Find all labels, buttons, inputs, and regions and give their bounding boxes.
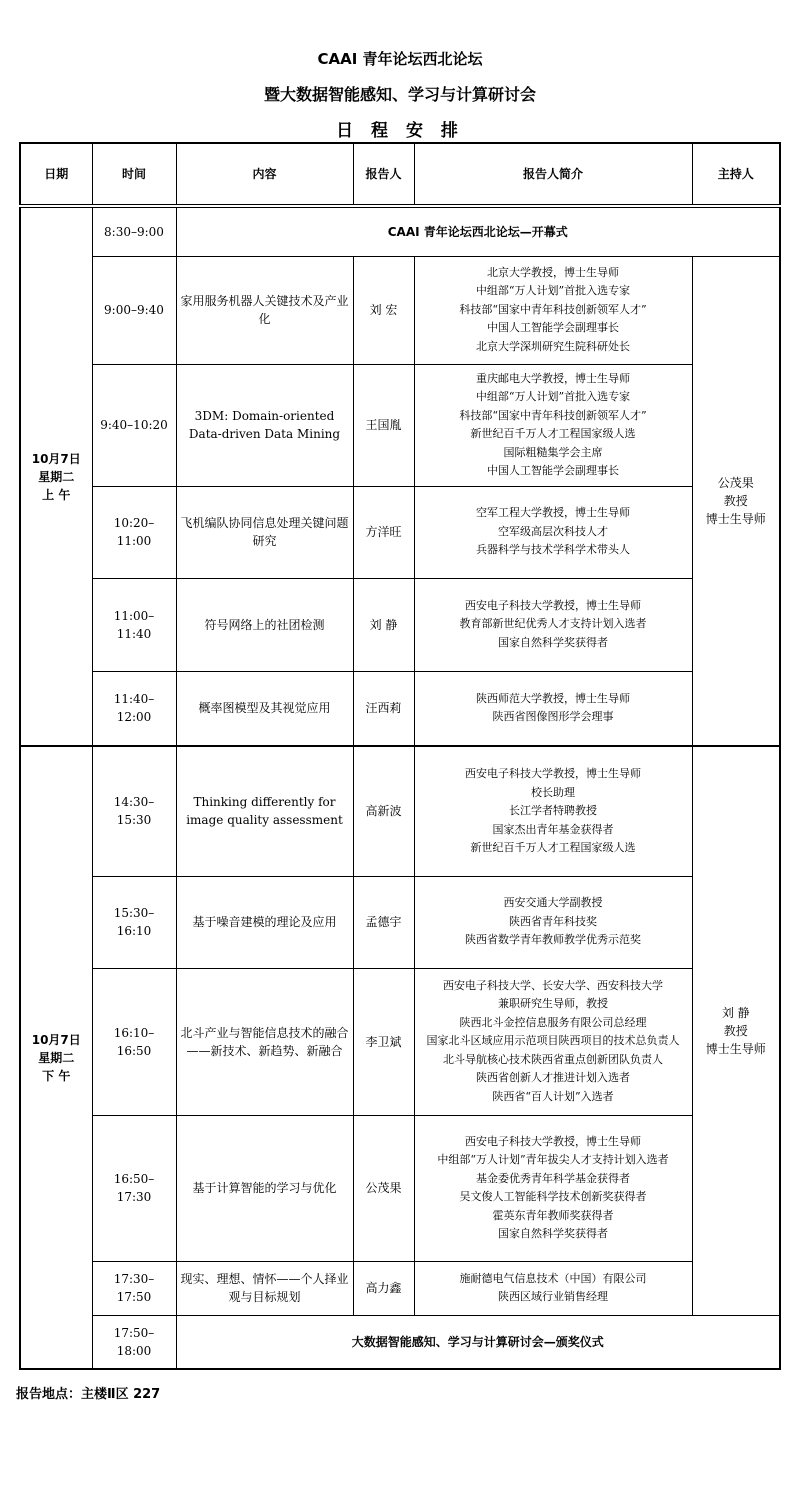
header-speaker: 报告人	[353, 143, 414, 206]
title-line-3: 日 程 安 排	[336, 121, 464, 141]
time-cell: 9:40–10:20	[92, 364, 176, 486]
header-host: 主持人	[692, 143, 780, 206]
intro-line: 国家自然科学奖获得者	[498, 635, 608, 649]
intro-line: 基金委优秀青年科学基金获得者	[476, 1171, 630, 1185]
intro-cell	[414, 876, 692, 968]
session-row	[20, 578, 780, 671]
title-line-2: 暨大数据智能感知、学习与计算研讨会	[263, 85, 536, 104]
venue-note: 报告地点：主楼Ⅱ区 227	[16, 1387, 161, 1402]
date-cell-afternoon	[20, 746, 92, 1369]
intro-line: 教育部新世纪优秀人才支持计划入选者	[459, 617, 647, 631]
title-line-1: CAAI 青年论坛西北论坛	[317, 50, 483, 68]
intro-line: 陕西省“百人计划”入选者	[492, 1089, 614, 1103]
intro-line: 兵器科学与技术学科学术带头人	[476, 543, 630, 557]
intro-line: 施耐德电气信息技术（中国）有限公司	[459, 1271, 647, 1285]
speaker-cell: 刘 宏	[353, 256, 414, 364]
date-line: 10月7日	[31, 1032, 81, 1047]
intro-line: 国家北斗区域应用示范项目陕西项目的技术总负责人	[426, 1034, 680, 1048]
opening-ceremony: CAAI 青年论坛西北论坛—开幕式	[176, 206, 780, 256]
host-line: 公茂果	[717, 475, 754, 490]
intro-line: 北京大学深圳研究生院科研处长	[476, 339, 630, 353]
content-cell: 符号网络上的社团检测	[176, 578, 353, 671]
host-cell-morning	[692, 256, 780, 746]
time-cell: 11:00–11:40	[92, 578, 176, 671]
intro-line: 科技部“国家中青年科技创新领军人才”	[459, 302, 647, 316]
intro-line: 吴文俊人工智能科学技术创新奖获得者	[459, 1190, 647, 1203]
speaker-cell: 公茂果	[353, 1115, 414, 1261]
intro-line: 重庆邮电大学教授，博士生导师	[476, 371, 630, 385]
session-row	[20, 206, 780, 256]
host-line: 博士生导师	[705, 511, 766, 526]
intro-line: 科技部“国家中青年科技创新领军人才”	[459, 408, 647, 422]
intro-line: 西安交通大学副教授	[503, 896, 603, 910]
content-cell: 家用服务机器人关键技术及产业化	[176, 256, 353, 364]
intro-line: 国际粗糙集学会主席	[503, 445, 603, 459]
intro-line: 陕西师范大学教授，博士生导师	[476, 691, 630, 705]
speaker-cell: 汪西莉	[353, 671, 414, 746]
intro-cell	[414, 1115, 692, 1261]
time-cell: 17:50–18:00	[92, 1315, 176, 1369]
intro-cell	[414, 578, 692, 671]
intro-line: 陕西省青年科技奖	[509, 914, 597, 928]
intro-line: 西安电子科技大学、长安大学、西安科技大学	[443, 978, 663, 992]
date-line: 下 午	[42, 1068, 71, 1083]
content-cell: Thinking differently for image quality assessment	[176, 746, 353, 876]
content-cell: 基于计算智能的学习与优化	[176, 1115, 353, 1261]
host-line: 教授	[723, 1023, 748, 1038]
intro-line: 长江学者特聘教授	[509, 804, 597, 817]
time-cell: 10:20–11:00	[92, 486, 176, 578]
host-line: 教授	[723, 493, 748, 508]
intro-line: 国家杰出青年基金获得者	[492, 822, 614, 836]
intro-line: 陕西省图像图形学会理事	[492, 710, 614, 724]
intro-cell	[414, 256, 692, 364]
intro-cell	[414, 671, 692, 746]
intro-line: 西安电子科技大学教授，博士生导师	[465, 598, 641, 612]
session-row	[20, 1261, 780, 1315]
host-line: 博士生导师	[705, 1041, 766, 1056]
session-row	[20, 364, 780, 486]
content-cell: 现实、理想、情怀——个人择业观与目标规划	[176, 1261, 353, 1315]
time-cell: 8:30–9:00	[92, 206, 176, 256]
date-cell-morning	[20, 206, 92, 746]
content-cell: 概率图模型及其视觉应用	[176, 671, 353, 746]
header-time: 时间	[92, 143, 176, 206]
intro-line: 霍英东青年教师奖获得者	[492, 1208, 614, 1222]
time-cell: 11:40–12:00	[92, 671, 176, 746]
host-line: 刘 静	[721, 1005, 750, 1020]
speaker-cell: 高新波	[353, 746, 414, 876]
speaker-cell: 高力鑫	[353, 1261, 414, 1315]
time-cell: 14:30–15:30	[92, 746, 176, 876]
speaker-cell: 王国胤	[353, 364, 414, 486]
session-row	[20, 1315, 780, 1369]
content-cell: 基于噪音建模的理论及应用	[176, 876, 353, 968]
speaker-cell: 孟德宇	[353, 876, 414, 968]
intro-line: 国家自然科学奖获得者	[498, 1227, 608, 1240]
intro-line: 北京大学教授，博士生导师	[487, 265, 619, 279]
content-cell: 飞机编队协同信息处理关键问题研究	[176, 486, 353, 578]
time-cell: 16:10–16:50	[92, 968, 176, 1115]
speaker-cell: 李卫斌	[353, 968, 414, 1115]
intro-line: 新世纪百千万人才工程国家级人选	[470, 841, 636, 854]
intro-line: 空军级高层次科技人才	[498, 524, 608, 538]
schedule-table	[19, 142, 781, 1370]
intro-line: 中国人工智能学会副理事长	[487, 464, 619, 477]
intro-line: 兼职研究生导师，教授	[498, 997, 608, 1011]
intro-line: 陕西省数学青年教师教学优秀示范奖	[465, 933, 641, 947]
date-line: 10月7日	[31, 451, 81, 466]
intro-line: 陕西区域行业销售经理	[498, 1290, 608, 1303]
intro-line: 中国人工智能学会副理事长	[487, 321, 619, 335]
intro-line: 北斗导航核心技术陕西省重点创新团队负责人	[443, 1052, 663, 1066]
intro-line: 空军工程大学教授，博士生导师	[476, 506, 630, 520]
intro-line: 新世纪百千万人才工程国家级人选	[470, 427, 636, 440]
date-line: 上 午	[42, 487, 71, 502]
content-cell: 北斗产业与智能信息技术的融合——新技术、新趋势、新融合	[176, 968, 353, 1115]
time-cell: 9:00–9:40	[92, 256, 176, 364]
intro-line: 中组部“万人计划”首批入选专家	[475, 390, 631, 403]
header-date: 日期	[20, 143, 92, 206]
intro-line: 西安电子科技大学教授，博士生导师	[465, 1134, 641, 1148]
session-row	[20, 746, 780, 876]
intro-cell	[414, 486, 692, 578]
time-cell: 16:50–17:30	[92, 1115, 176, 1261]
host-cell-afternoon	[692, 746, 780, 1315]
header-row	[20, 143, 780, 206]
intro-line: 陕西北斗金控信息服务有限公司总经理	[459, 1015, 647, 1029]
intro-line: 中组部“万人计划”首批入选专家	[475, 284, 631, 298]
header-content: 内容	[176, 143, 353, 206]
speaker-cell: 刘 静	[353, 578, 414, 671]
closing-ceremony: 大数据智能感知、学习与计算研讨会—颁奖仪式	[176, 1315, 780, 1369]
session-row	[20, 876, 780, 968]
speaker-cell: 方洋旺	[353, 486, 414, 578]
session-row	[20, 256, 780, 364]
intro-line: 中组部“万人计划”青年拔尖人才支持计划入选者	[437, 1153, 669, 1166]
intro-cell	[414, 1261, 692, 1315]
intro-line: 西安电子科技大学教授，博士生导师	[465, 767, 641, 780]
time-cell: 15:30–16:10	[92, 876, 176, 968]
session-row	[20, 671, 780, 746]
intro-cell	[414, 968, 692, 1115]
intro-cell	[414, 746, 692, 876]
session-row	[20, 1115, 780, 1261]
time-cell: 17:30–17:50	[92, 1261, 176, 1315]
date-line: 星期二	[38, 1050, 75, 1065]
session-row	[20, 968, 780, 1115]
date-line: 星期二	[38, 469, 75, 484]
intro-line: 陕西省创新人才推进计划入选者	[476, 1071, 630, 1085]
session-row	[20, 486, 780, 578]
content-cell: 3DM: Domain-oriented Data-driven Data Mining	[176, 364, 353, 486]
intro-line: 校长助理	[531, 785, 575, 799]
header-intro: 报告人简介	[414, 143, 692, 206]
intro-cell	[414, 364, 692, 486]
